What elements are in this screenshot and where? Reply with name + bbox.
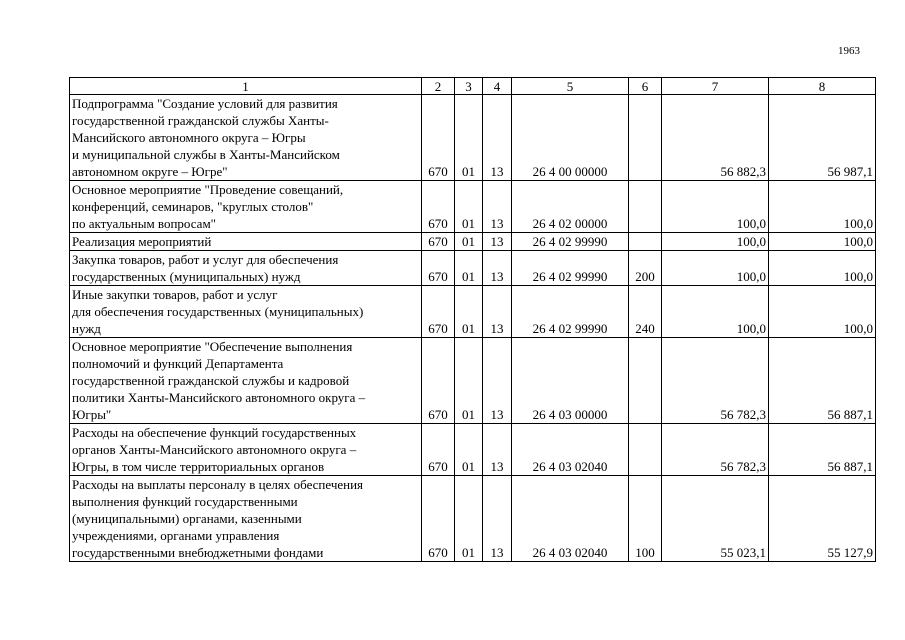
- row-amount-2-cell: 55 127,9: [769, 476, 876, 562]
- row-expense-type-cell: [629, 95, 662, 181]
- table-row: [70, 233, 876, 251]
- row-amount-1-cell: 100,0: [662, 181, 769, 233]
- row-target-cell: 26 4 03 02040: [512, 424, 629, 476]
- header-cell-4: 4: [483, 78, 512, 95]
- row-section-cell: 01: [455, 181, 483, 233]
- table-header-row: [70, 78, 876, 95]
- row-amount-2-cell: 100,0: [769, 251, 876, 286]
- row-target-cell: 26 4 03 02040: [512, 476, 629, 562]
- row-amount-1-cell: 56 782,3: [662, 424, 769, 476]
- row-subsection-cell: 13: [483, 338, 512, 424]
- row-subsection-cell: 13: [483, 95, 512, 181]
- row-target-cell: 26 4 02 99990: [512, 233, 629, 251]
- header-cell-7: 7: [662, 78, 769, 95]
- row-target-cell: 26 4 02 99990: [512, 251, 629, 286]
- row-amount-1-cell: 56 782,3: [662, 338, 769, 424]
- row-amount-2-cell: 100,0: [769, 181, 876, 233]
- row-code-cell: 670: [422, 286, 455, 338]
- row-expense-type-cell: [629, 233, 662, 251]
- row-amount-1-cell: 100,0: [662, 233, 769, 251]
- row-subsection-cell: 13: [483, 476, 512, 562]
- row-section-cell: 01: [455, 251, 483, 286]
- table-row: [70, 286, 876, 338]
- row-amount-1-cell: 100,0: [662, 251, 769, 286]
- table-row: [70, 424, 876, 476]
- table-row: [70, 95, 876, 181]
- row-target-cell: 26 4 03 00000: [512, 338, 629, 424]
- row-expense-type-cell: 100: [629, 476, 662, 562]
- row-name-cell: Закупка товаров, работ и услуг для обеспечения государственных (муниципальных) нужд: [70, 251, 422, 286]
- row-expense-type-cell: [629, 424, 662, 476]
- row-amount-1-cell: 100,0: [662, 286, 769, 338]
- row-name-cell: Основное мероприятие "Проведение совещаний, конференций, семинаров, "круглых столов" по актуальным вопросам": [70, 181, 422, 233]
- row-target-cell: 26 4 00 00000: [512, 95, 629, 181]
- row-amount-1-cell: 55 023,1: [662, 476, 769, 562]
- row-subsection-cell: 13: [483, 251, 512, 286]
- table-row: [70, 181, 876, 233]
- header-cell-3: 3: [455, 78, 483, 95]
- row-code-cell: 670: [422, 476, 455, 562]
- row-subsection-cell: 13: [483, 286, 512, 338]
- row-section-cell: 01: [455, 476, 483, 562]
- row-code-cell: 670: [422, 338, 455, 424]
- row-section-cell: 01: [455, 424, 483, 476]
- row-subsection-cell: 13: [483, 233, 512, 251]
- row-name-cell: Подпрограмма "Создание условий для развития государственной гражданской службы Ханты- Мансийского автономного округа – Югры и муниципальной службы в Ханты-Мансийском автономном округе – Югре": [70, 95, 422, 181]
- row-code-cell: 670: [422, 233, 455, 251]
- row-section-cell: 01: [455, 95, 483, 181]
- header-cell-6: 6: [629, 78, 662, 95]
- budget-table: [69, 77, 876, 562]
- row-subsection-cell: 13: [483, 181, 512, 233]
- row-section-cell: 01: [455, 233, 483, 251]
- table-body: [70, 78, 876, 562]
- table-row: [70, 251, 876, 286]
- row-amount-2-cell: 56 887,1: [769, 338, 876, 424]
- row-code-cell: 670: [422, 424, 455, 476]
- row-subsection-cell: 13: [483, 424, 512, 476]
- row-name-cell: Расходы на выплаты персоналу в целях обеспечения выполнения функций государственными (муниципальными) органами, казенными учреждениями, органами управления государственными внебюджетными фондами: [70, 476, 422, 562]
- row-expense-type-cell: [629, 338, 662, 424]
- row-code-cell: 670: [422, 95, 455, 181]
- row-target-cell: 26 4 02 99990: [512, 286, 629, 338]
- row-amount-2-cell: 56 887,1: [769, 424, 876, 476]
- row-section-cell: 01: [455, 286, 483, 338]
- header-cell-2: 2: [422, 78, 455, 95]
- row-section-cell: 01: [455, 338, 483, 424]
- header-cell-5: 5: [512, 78, 629, 95]
- table-row: [70, 338, 876, 424]
- row-name-cell: Иные закупки товаров, работ и услуг для обеспечения государственных (муниципальных) нужд: [70, 286, 422, 338]
- table-row: [70, 476, 876, 562]
- row-amount-2-cell: 100,0: [769, 286, 876, 338]
- row-amount-2-cell: 100,0: [769, 233, 876, 251]
- row-code-cell: 670: [422, 181, 455, 233]
- row-expense-type-cell: 240: [629, 286, 662, 338]
- row-target-cell: 26 4 02 00000: [512, 181, 629, 233]
- row-name-cell: Расходы на обеспечение функций государственных органов Ханты-Мансийского автономного округа – Югры, в том числе территориальных органов: [70, 424, 422, 476]
- row-name-cell: Реализация мероприятий: [70, 233, 422, 251]
- page-number: 1963: [838, 45, 860, 57]
- row-amount-1-cell: 56 882,3: [662, 95, 769, 181]
- row-expense-type-cell: 200: [629, 251, 662, 286]
- row-expense-type-cell: [629, 181, 662, 233]
- row-code-cell: 670: [422, 251, 455, 286]
- header-cell-1: 1: [70, 78, 422, 95]
- header-cell-8: 8: [769, 78, 876, 95]
- row-amount-2-cell: 56 987,1: [769, 95, 876, 181]
- row-name-cell: Основное мероприятие "Обеспечение выполнения полномочий и функций Департамента государственной гражданской службы и кадровой политики Ханты-Мансийского автономного округа – Югры": [70, 338, 422, 424]
